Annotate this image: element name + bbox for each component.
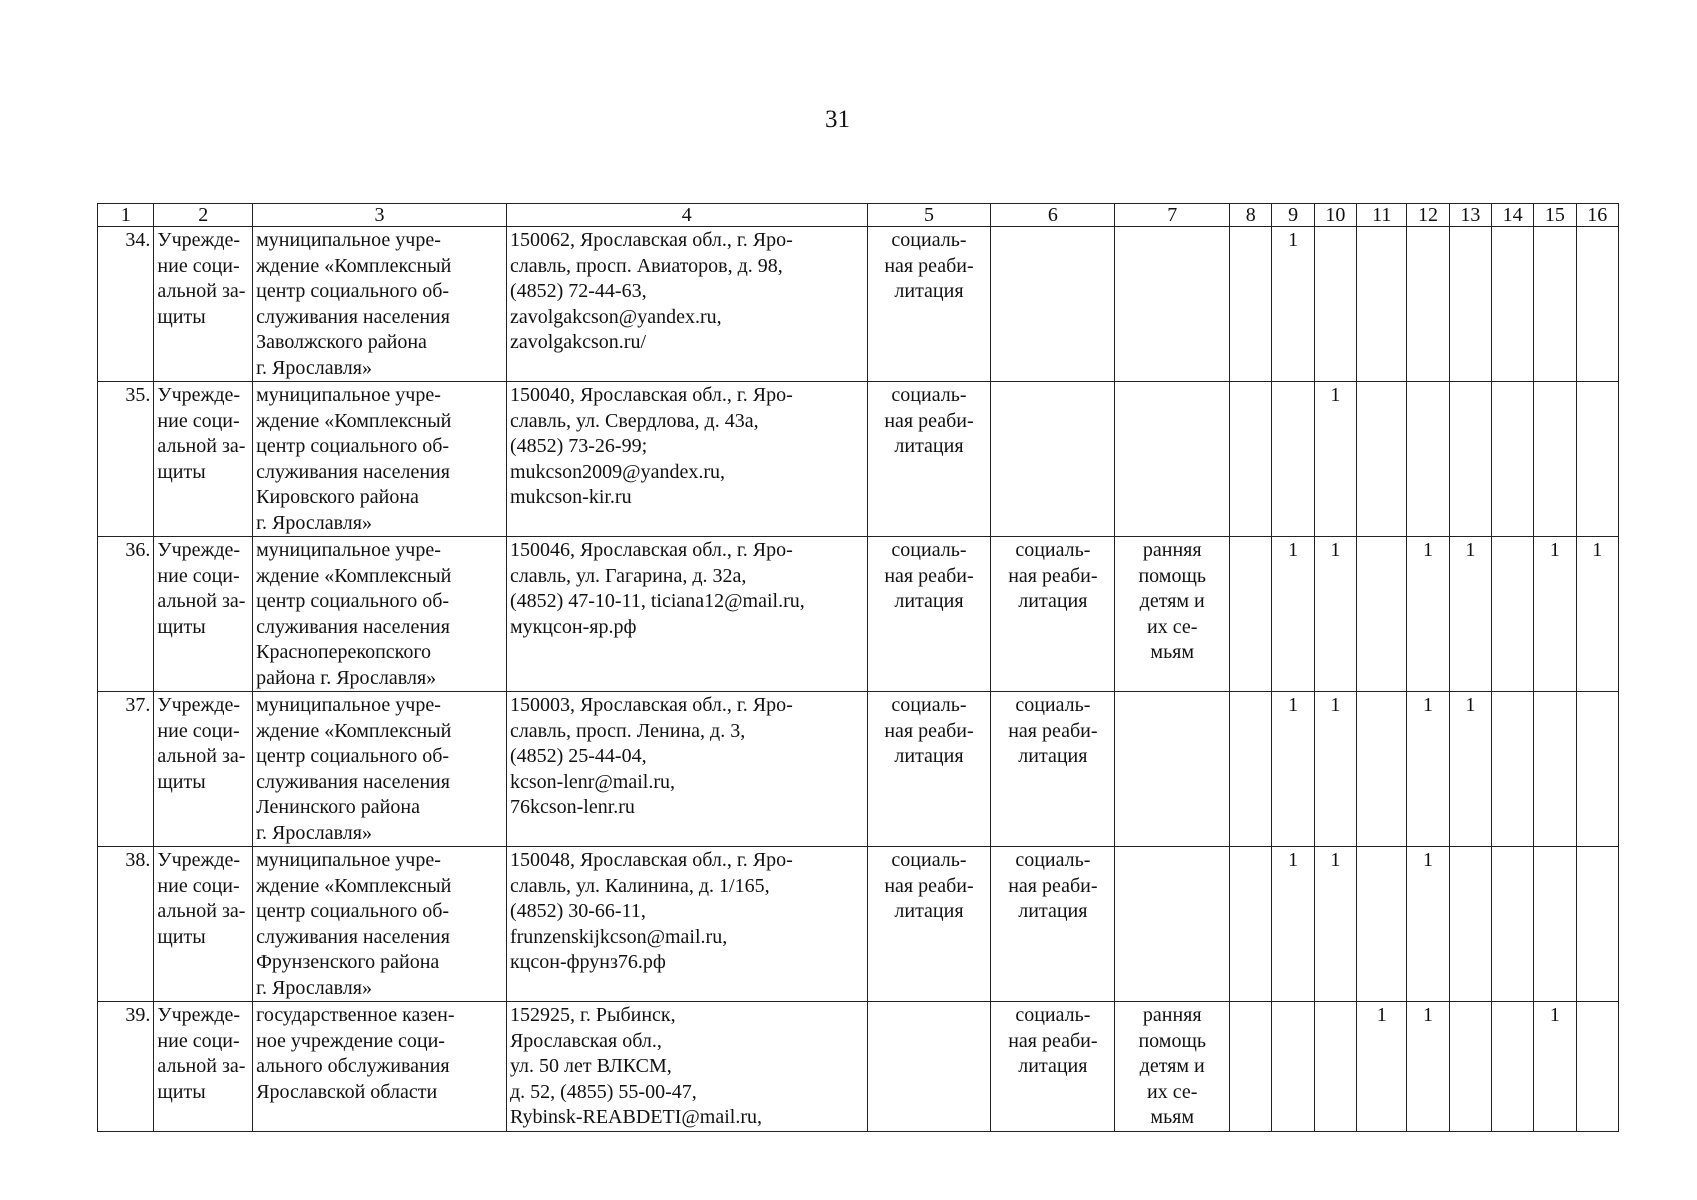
flag-col-10: 1 bbox=[1314, 692, 1356, 847]
flag-col-9: 1 bbox=[1272, 847, 1314, 1002]
service-col-6: социаль- ная реаби- литация bbox=[991, 1002, 1115, 1132]
flag-col-11 bbox=[1357, 382, 1407, 537]
flag-col-9 bbox=[1272, 1002, 1314, 1132]
service-col-7 bbox=[1115, 227, 1230, 382]
service-col-6: социаль- ная реаби- литация bbox=[991, 537, 1115, 692]
service-col-7 bbox=[1115, 692, 1230, 847]
flag-col-11 bbox=[1357, 537, 1407, 692]
flag-col-8 bbox=[1230, 847, 1272, 1002]
row-number: 38. bbox=[98, 847, 154, 1002]
column-header: 5 bbox=[867, 204, 991, 227]
institution-name: муниципальное учре- ждение «Комплексный центр социального об- служивания населения Красноперекопского района г. Ярославля» bbox=[253, 537, 507, 692]
flag-col-10 bbox=[1314, 1002, 1356, 1132]
row-number: 37. bbox=[98, 692, 154, 847]
institution-name: муниципальное учре- ждение «Комплексный центр социального об- служивания населения Заволжского района г. Ярославля» bbox=[253, 227, 507, 382]
flag-col-14 bbox=[1491, 692, 1533, 847]
flag-col-15: 1 bbox=[1534, 537, 1576, 692]
flag-col-13 bbox=[1449, 1002, 1491, 1132]
service-col-7: ранняя помощь детям и их се- мьям bbox=[1115, 1002, 1230, 1132]
service-col-5: социаль- ная реаби- литация bbox=[867, 537, 991, 692]
institution-name: муниципальное учре- ждение «Комплексный центр социального об- служивания населения Кировского района г. Ярославля» bbox=[253, 382, 507, 537]
service-col-7 bbox=[1115, 382, 1230, 537]
flag-col-10: 1 bbox=[1314, 382, 1356, 537]
service-col-7: ранняя помощь детям и их се- мьям bbox=[1115, 537, 1230, 692]
table-row bbox=[98, 382, 1619, 537]
column-header: 11 bbox=[1357, 204, 1407, 227]
flag-col-10: 1 bbox=[1314, 537, 1356, 692]
institution-name: муниципальное учре- ждение «Комплексный центр социального об- служивания населения Фрунзенского района г. Ярославля» bbox=[253, 847, 507, 1002]
flag-col-9: 1 bbox=[1272, 537, 1314, 692]
column-header: 8 bbox=[1230, 204, 1272, 227]
service-col-5 bbox=[867, 1002, 991, 1132]
institution-contacts: 150003, Ярославская обл., г. Яро- славль, просп. Ленина, д. 3, (4852) 25-44-04, kcson-lenr@mail.ru, 76kcson-lenr.ru bbox=[506, 692, 867, 847]
flag-col-13 bbox=[1449, 382, 1491, 537]
service-col-5: социаль- ная реаби- литация bbox=[867, 692, 991, 847]
flag-col-11 bbox=[1357, 847, 1407, 1002]
column-number-row bbox=[98, 204, 1619, 227]
row-number: 35. bbox=[98, 382, 154, 537]
page-number: 31 bbox=[825, 106, 850, 133]
column-header: 6 bbox=[991, 204, 1115, 227]
flag-col-16: 1 bbox=[1576, 537, 1618, 692]
service-col-6: социаль- ная реаби- литация bbox=[991, 692, 1115, 847]
table-row bbox=[98, 537, 1619, 692]
flag-col-9 bbox=[1272, 382, 1314, 537]
flag-col-13 bbox=[1449, 227, 1491, 382]
flag-col-8 bbox=[1230, 692, 1272, 847]
service-col-5: социаль- ная реаби- литация bbox=[867, 227, 991, 382]
column-header: 16 bbox=[1576, 204, 1618, 227]
institution-contacts: 150062, Ярославская обл., г. Яро- славль, просп. Авиаторов, д. 98, (4852) 72-44-63, zavolgakcson@yandex.ru, zavolgakcson.ru/ bbox=[506, 227, 867, 382]
table-row bbox=[98, 1002, 1619, 1132]
institution-name: муниципальное учре- ждение «Комплексный центр социального об- служивания населения Ленинского района г. Ярославля» bbox=[253, 692, 507, 847]
flag-col-16 bbox=[1576, 692, 1618, 847]
institution-type: Учрежде- ние соци- альной за- щиты bbox=[154, 537, 253, 692]
institution-type: Учрежде- ние соци- альной за- щиты bbox=[154, 1002, 253, 1132]
table-row bbox=[98, 692, 1619, 847]
flag-col-8 bbox=[1230, 227, 1272, 382]
column-header: 3 bbox=[253, 204, 507, 227]
flag-col-15 bbox=[1534, 227, 1576, 382]
flag-col-8 bbox=[1230, 382, 1272, 537]
flag-col-8 bbox=[1230, 1002, 1272, 1132]
flag-col-13 bbox=[1449, 847, 1491, 1002]
column-header: 12 bbox=[1407, 204, 1449, 227]
service-col-6: социаль- ная реаби- литация bbox=[991, 847, 1115, 1002]
flag-col-12 bbox=[1407, 227, 1449, 382]
flag-col-14 bbox=[1491, 1002, 1533, 1132]
flag-col-12: 1 bbox=[1407, 1002, 1449, 1132]
institution-contacts: 150048, Ярославская обл., г. Яро- славль, ул. Калинина, д. 1/165, (4852) 30-66-11, frunzenskijkcson@mail.ru, кцсон-фрунз76.рф bbox=[506, 847, 867, 1002]
service-col-5: социаль- ная реаби- литация bbox=[867, 382, 991, 537]
column-header: 13 bbox=[1449, 204, 1491, 227]
flag-col-16 bbox=[1576, 1002, 1618, 1132]
flag-col-12 bbox=[1407, 382, 1449, 537]
service-col-7 bbox=[1115, 847, 1230, 1002]
flag-col-15: 1 bbox=[1534, 1002, 1576, 1132]
table-row bbox=[98, 227, 1619, 382]
institution-contacts: 150046, Ярославская обл., г. Яро- славль, ул. Гагарина, д. 32а, (4852) 47-10-11, ticiana12@mail.ru, мукцсон-яр.рф bbox=[506, 537, 867, 692]
flag-col-12: 1 bbox=[1407, 692, 1449, 847]
flag-col-9: 1 bbox=[1272, 692, 1314, 847]
flag-col-8 bbox=[1230, 537, 1272, 692]
service-col-6 bbox=[991, 227, 1115, 382]
service-col-6 bbox=[991, 382, 1115, 537]
column-header: 2 bbox=[154, 204, 253, 227]
column-header: 9 bbox=[1272, 204, 1314, 227]
institution-contacts: 150040, Ярославская обл., г. Яро- славль, ул. Свердлова, д. 43а, (4852) 73-26-99; mukcson2009@yandex.ru, mukcson-kir.ru bbox=[506, 382, 867, 537]
flag-col-15 bbox=[1534, 692, 1576, 847]
service-col-5: социаль- ная реаби- литация bbox=[867, 847, 991, 1002]
flag-col-14 bbox=[1491, 537, 1533, 692]
institution-type: Учрежде- ние соци- альной за- щиты bbox=[154, 227, 253, 382]
institution-contacts: 152925, г. Рыбинск, Ярославская обл., ул. 50 лет ВЛКСМ, д. 52, (4855) 55-00-47, Rybinsk-REABDETI@mail.ru, bbox=[506, 1002, 867, 1132]
institution-name: государственное казен- ное учреждение соци- ального обслуживания Ярославской области bbox=[253, 1002, 507, 1132]
institution-type: Учрежде- ние соци- альной за- щиты bbox=[154, 382, 253, 537]
flag-col-15 bbox=[1534, 847, 1576, 1002]
flag-col-14 bbox=[1491, 847, 1533, 1002]
column-header: 15 bbox=[1534, 204, 1576, 227]
flag-col-12: 1 bbox=[1407, 847, 1449, 1002]
flag-col-11 bbox=[1357, 692, 1407, 847]
flag-col-13: 1 bbox=[1449, 692, 1491, 847]
services-table bbox=[97, 203, 1619, 1132]
flag-col-16 bbox=[1576, 382, 1618, 537]
flag-col-12: 1 bbox=[1407, 537, 1449, 692]
row-number: 34. bbox=[98, 227, 154, 382]
column-header: 1 bbox=[98, 204, 154, 227]
column-header: 7 bbox=[1115, 204, 1230, 227]
flag-col-14 bbox=[1491, 227, 1533, 382]
flag-col-14 bbox=[1491, 382, 1533, 537]
flag-col-10: 1 bbox=[1314, 847, 1356, 1002]
flag-col-10 bbox=[1314, 227, 1356, 382]
institution-type: Учрежде- ние соци- альной за- щиты bbox=[154, 692, 253, 847]
flag-col-13: 1 bbox=[1449, 537, 1491, 692]
flag-col-9: 1 bbox=[1272, 227, 1314, 382]
flag-col-11 bbox=[1357, 227, 1407, 382]
flag-col-16 bbox=[1576, 847, 1618, 1002]
row-number: 39. bbox=[98, 1002, 154, 1132]
flag-col-15 bbox=[1534, 382, 1576, 537]
flag-col-11: 1 bbox=[1357, 1002, 1407, 1132]
column-header: 14 bbox=[1491, 204, 1533, 227]
row-number: 36. bbox=[98, 537, 154, 692]
column-header: 10 bbox=[1314, 204, 1356, 227]
flag-col-16 bbox=[1576, 227, 1618, 382]
column-header: 4 bbox=[506, 204, 867, 227]
table-row bbox=[98, 847, 1619, 1002]
institution-type: Учрежде- ние соци- альной за- щиты bbox=[154, 847, 253, 1002]
